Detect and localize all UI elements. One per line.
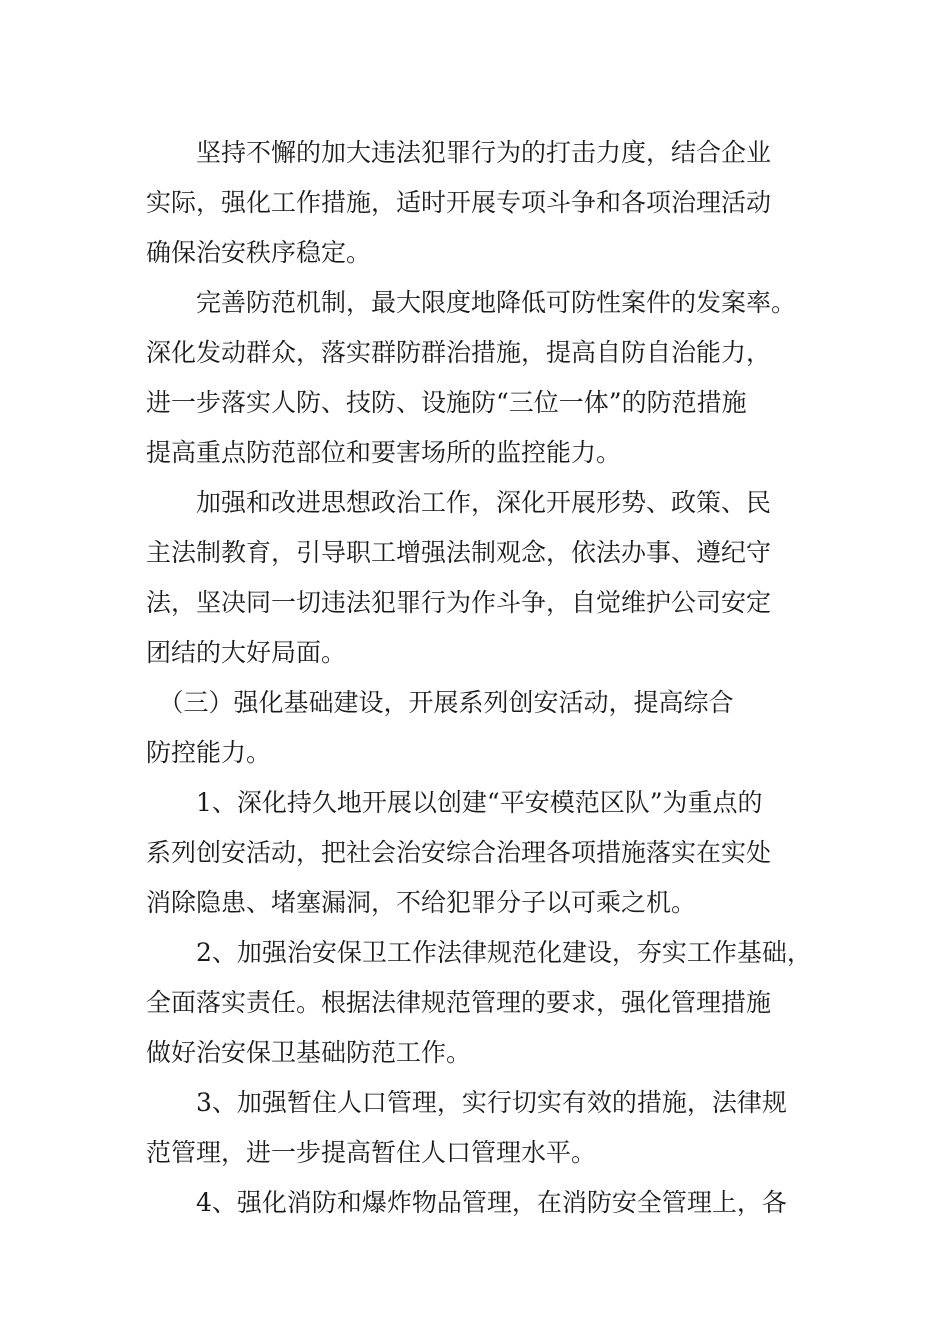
text-line: 防控能力。 xyxy=(146,738,272,767)
text-line: 加强和改进思想政治工作，深化开展形势、政策、民 xyxy=(146,488,772,517)
text-line: （三）强化基础建设，开展系列创安活动，提高综合 xyxy=(146,688,734,717)
text-line: 深化发动群众，落实群防群治措施，提高自防自治能力， xyxy=(146,338,772,367)
text-line: 主法制教育，引导职工增强法制观念，依法办事、遵纪守 xyxy=(146,538,772,567)
text-line: 实际，强化工作措施，适时开展专项斗争和各项治理活动 xyxy=(146,188,772,217)
text-line: 提高重点防范部位和要害场所的监控能力。 xyxy=(146,438,622,467)
text-line: 消除隐患、堵塞漏洞，不给犯罪分子以可乘之机。 xyxy=(146,888,697,917)
text-line: 法，坚决同一切违法犯罪行为作斗争，自觉维护公司安定 xyxy=(146,588,772,617)
text-line: 范管理，进一步提高暂住人口管理水平。 xyxy=(146,1138,597,1167)
text-line: 4、强化消防和爆炸物品管理，在消防安全管理上，各 xyxy=(146,1188,787,1217)
text-line: 做好治安保卫基础防范工作。 xyxy=(146,1038,472,1067)
paragraph-political-work xyxy=(146,478,816,678)
section-heading-3 xyxy=(146,678,816,778)
text-line: 完善防范机制，最大限度地降低可防性案件的发案率。 xyxy=(146,288,797,317)
list-item-1 xyxy=(146,778,816,928)
text-line: 1、深化持久地开展以创建“平安模范区队”为重点的 xyxy=(146,788,763,817)
text-line: 2、加强治安保卫工作法律规范化建设，夯实工作基础， xyxy=(146,938,812,967)
list-item-3 xyxy=(146,1078,816,1178)
list-item-4 xyxy=(146,1178,816,1228)
paragraph-crime-crackdown xyxy=(146,128,816,278)
text-line: 坚持不懈的加大违法犯罪行为的打击力度，结合企业 xyxy=(146,138,772,167)
text-line: 确保治安秩序稳定。 xyxy=(146,238,372,267)
document-body xyxy=(146,128,816,1228)
text-line: 进一步落实人防、技防、设施防“三位一体”的防范措施 xyxy=(146,388,747,417)
list-item-2 xyxy=(146,928,816,1078)
paragraph-prevention-mechanism xyxy=(146,278,816,478)
text-line: 全面落实责任。根据法律规范管理的要求，强化管理措施 xyxy=(146,988,772,1017)
text-line: 团结的大好局面。 xyxy=(146,638,347,667)
text-line: 系列创安活动，把社会治安综合治理各项措施落实在实处 xyxy=(146,838,772,867)
text-line: 3、加强暂住人口管理，实行切实有效的措施，法律规 xyxy=(146,1088,787,1117)
